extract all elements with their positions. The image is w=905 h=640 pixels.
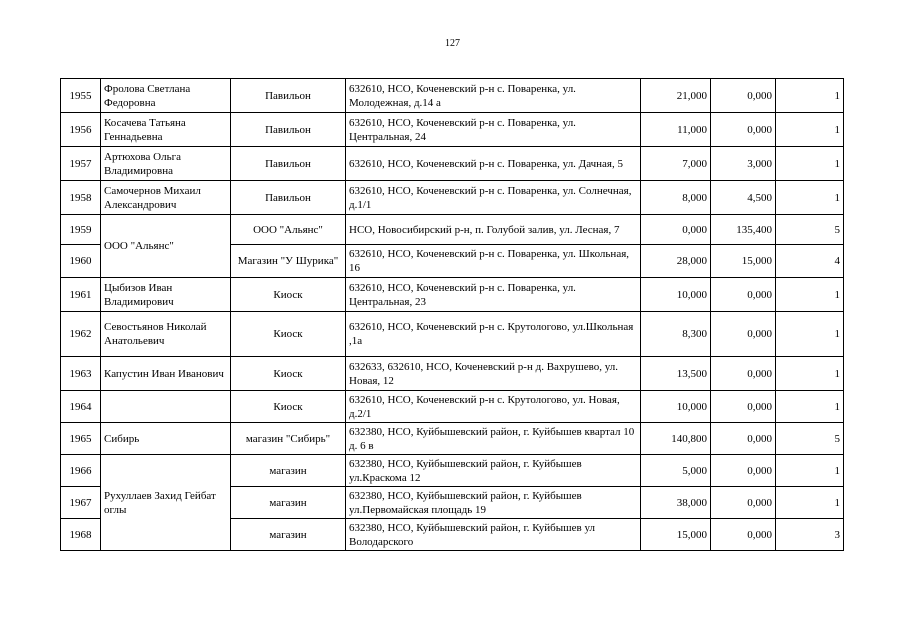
page-number: 127 [445,38,460,49]
table-row [61,181,844,215]
owner-name-cell: Цыбизов Иван Владимирович [101,278,231,312]
address-cell: 632380, НСО, Куйбышевский район, г. Куйбышев ул.Краскома 12 [346,455,641,487]
address-cell: 632610, НСО, Коченевский р-н с. Крутологово, ул. Новая, д.2/1 [346,391,641,423]
owner-name-cell: Рухуллаев Захид Гейбат оглы [101,455,231,551]
owner-name-cell [101,391,231,423]
value-3-cell: 1 [776,278,844,312]
value-2-cell: 4,500 [711,181,776,215]
owner-name-cell: Сибирь [101,423,231,455]
address-cell: 632380, НСО, Куйбышевский район, г. Куйбышев ул.Первомайская площадь 19 [346,487,641,519]
value-3-cell: 1 [776,147,844,181]
table-row [61,215,844,245]
row-number-cell: 1960 [61,245,101,278]
object-type-cell: магазин [231,455,346,487]
value-2-cell: 0,000 [711,113,776,147]
object-type-cell: магазин "Сибирь" [231,423,346,455]
object-type-cell: магазин [231,519,346,551]
row-number-cell: 1957 [61,147,101,181]
address-cell: 632380, НСО, Куйбышевский район, г. Куйбышев квартал 10 д. 6 в [346,423,641,455]
value-1-cell: 8,000 [641,181,711,215]
row-number-cell: 1956 [61,113,101,147]
object-type-cell: Киоск [231,312,346,357]
value-2-cell: 3,000 [711,147,776,181]
value-1-cell: 10,000 [641,391,711,423]
value-2-cell: 0,000 [711,312,776,357]
object-type-cell: Павильон [231,79,346,113]
row-number-cell: 1955 [61,79,101,113]
address-cell: 632610, НСО, Коченевский р-н с. Поваренка, ул. Дачная, 5 [346,147,641,181]
owner-name-cell: ООО "Альянс" [101,215,231,278]
table-row [61,357,844,391]
address-cell: 632380, НСО, Куйбышевский район, г. Куйбышев ул Володарского [346,519,641,551]
row-number-cell: 1958 [61,181,101,215]
value-1-cell: 28,000 [641,245,711,278]
table-row [61,391,844,423]
value-1-cell: 15,000 [641,519,711,551]
value-1-cell: 5,000 [641,455,711,487]
value-3-cell: 3 [776,519,844,551]
value-2-cell: 0,000 [711,278,776,312]
table-row [61,455,844,487]
value-2-cell: 0,000 [711,357,776,391]
registry-table [60,78,844,551]
address-cell: 632610, НСО, Коченевский р-н с. Поваренка, ул. Школьная, 16 [346,245,641,278]
table-row [61,113,844,147]
owner-name-cell: Самочернов Михаил Александрович [101,181,231,215]
address-cell: 632610, НСО, Коченевский р-н с. Поваренка, ул. Молодежная, д.14 а [346,79,641,113]
row-number-cell: 1963 [61,357,101,391]
value-2-cell: 0,000 [711,455,776,487]
row-number-cell: 1961 [61,278,101,312]
value-3-cell: 1 [776,455,844,487]
address-cell: 632610, НСО, Коченевский р-н с. Крутологово, ул.Школьная ,1а [346,312,641,357]
value-3-cell: 1 [776,357,844,391]
owner-name-cell: Косачева Татьяна Геннадьевна [101,113,231,147]
value-2-cell: 135,400 [711,215,776,245]
address-cell: НСО, Новосибирский р-н, п. Голубой залив, ул. Лесная, 7 [346,215,641,245]
value-3-cell: 5 [776,423,844,455]
row-number-cell: 1962 [61,312,101,357]
value-2-cell: 15,000 [711,245,776,278]
address-cell: 632610, НСО, Коченевский р-н с. Поваренка, ул. Центральная, 24 [346,113,641,147]
value-2-cell: 0,000 [711,423,776,455]
table-row [61,79,844,113]
object-type-cell: ООО "Альянс" [231,215,346,245]
object-type-cell: Павильон [231,181,346,215]
object-type-cell: Киоск [231,278,346,312]
object-type-cell: Киоск [231,391,346,423]
object-type-cell: Магазин "У Шурика" [231,245,346,278]
value-2-cell: 0,000 [711,391,776,423]
object-type-cell: Павильон [231,113,346,147]
value-1-cell: 38,000 [641,487,711,519]
owner-name-cell: Капустин Иван Иванович [101,357,231,391]
value-3-cell: 1 [776,79,844,113]
value-2-cell: 0,000 [711,487,776,519]
table-row [61,423,844,455]
row-number-cell: 1964 [61,391,101,423]
value-3-cell: 1 [776,391,844,423]
value-2-cell: 0,000 [711,79,776,113]
address-cell: 632610, НСО, Коченевский р-н с. Поваренка, ул. Центральная, 23 [346,278,641,312]
object-type-cell: магазин [231,487,346,519]
value-1-cell: 7,000 [641,147,711,181]
value-1-cell: 0,000 [641,215,711,245]
address-cell: 632633, 632610, НСО, Коченевский р-н д. Вахрушево, ул. Новая, 12 [346,357,641,391]
owner-name-cell: Фролова Светлана Федоровна [101,79,231,113]
value-3-cell: 5 [776,215,844,245]
object-type-cell: Киоск [231,357,346,391]
table-row [61,312,844,357]
value-2-cell: 0,000 [711,519,776,551]
table-row [61,278,844,312]
value-1-cell: 11,000 [641,113,711,147]
value-3-cell: 1 [776,312,844,357]
value-1-cell: 13,500 [641,357,711,391]
object-type-cell: Павильон [231,147,346,181]
row-number-cell: 1966 [61,455,101,487]
row-number-cell: 1959 [61,215,101,245]
value-3-cell: 1 [776,181,844,215]
value-3-cell: 1 [776,487,844,519]
owner-name-cell: Севостьянов Николай Анатольевич [101,312,231,357]
row-number-cell: 1968 [61,519,101,551]
value-1-cell: 10,000 [641,278,711,312]
value-3-cell: 1 [776,113,844,147]
owner-name-cell: Артюхова Ольга Владимировна [101,147,231,181]
value-1-cell: 140,800 [641,423,711,455]
row-number-cell: 1967 [61,487,101,519]
value-3-cell: 4 [776,245,844,278]
value-1-cell: 21,000 [641,79,711,113]
value-1-cell: 8,300 [641,312,711,357]
table-row [61,147,844,181]
address-cell: 632610, НСО, Коченевский р-н с. Поваренка, ул. Солнечная, д.1/1 [346,181,641,215]
row-number-cell: 1965 [61,423,101,455]
